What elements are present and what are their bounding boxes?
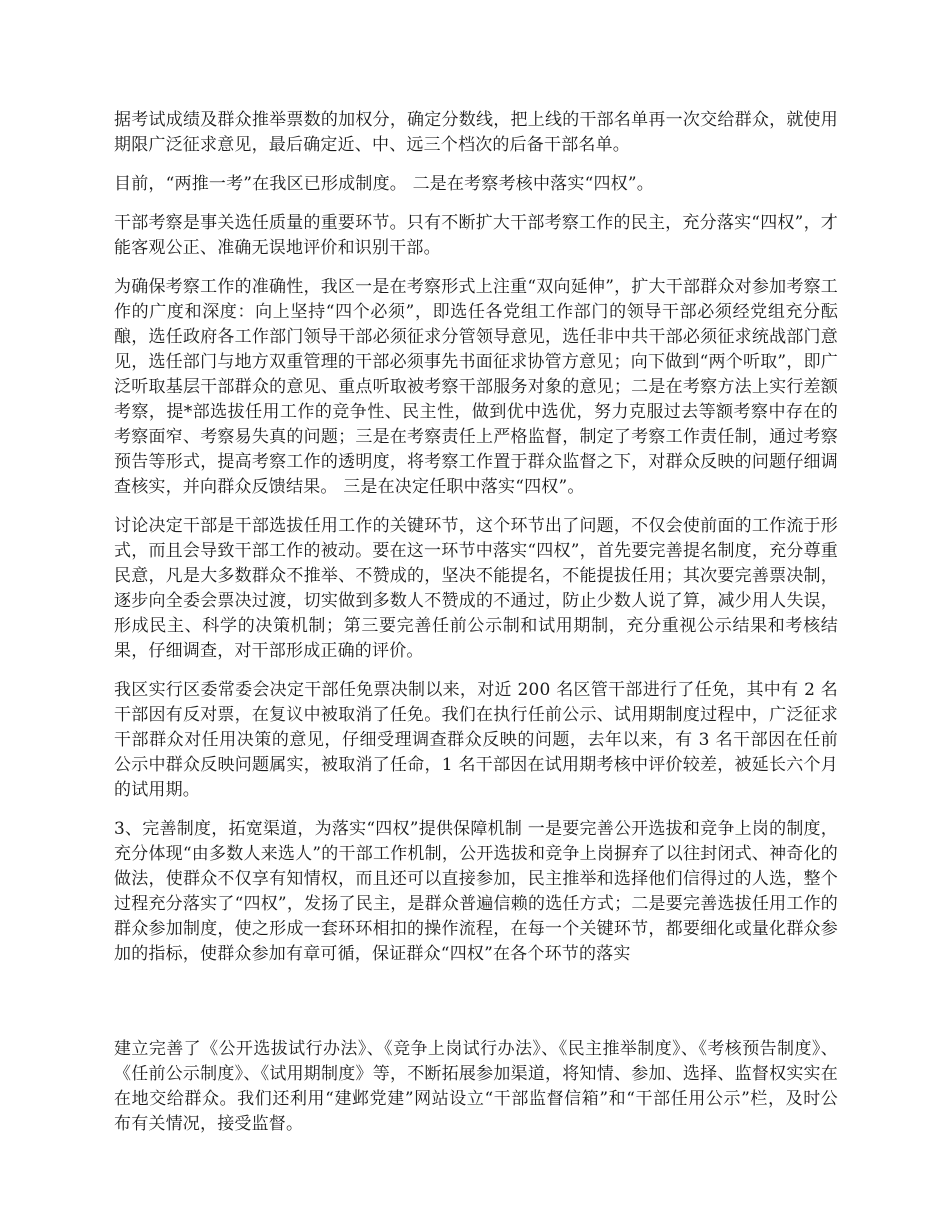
paragraph-7: 3、完善制度，拓宽渠道，为落实“四权”提供保障机制 一是要完善公开选拔和竞争上岗的制度，充分体现“由多数人来选人”的干部工作机制，公开选拔和竞争上岗摒弃了以往封闭式、神奇化的做法，使群众不仅享有知情权，而且还可以直接参加，民主推举和选择他们信得过的人选，整个过程充分落实了“四权”，发扬了民主，是群众普遍信赖的选任方式；二是要完善选拔任用工作的群众参加制度，使之形成一套环环相扣的操作流程，在每一个关键环节，都要细化或量化群众参加的指标，使群众参加有章可循，保证群众“四权”在各个环节的落实	[114, 819, 838, 964]
paragraph-1: 据考试成绩及群众推举票数的加权分，确定分数线，把上线的干部名单再一次交给群众，就使用期限广泛征求意见，最后确定近、中、远三个档次的后备干部名单。	[114, 110, 838, 155]
paragraph-6: 我区实行区委常委会决定干部任免票决制以来，对近 200 名区管干部进行了任免，其中有 2 名干部因有反对票，在复议中被取消了任免。我们在执行任前公示、试用期制度过程中，广泛征求干部群众对任用决策的意见，仔细受理调查群众反映的问题，去年以来，有 3 名干部因在任前公示中群众反映问题属实，被取消了任命，1 名干部因在试用期考核中评价较差，被延长六个月的试用期。	[114, 680, 838, 800]
paragraph-2: 目前，“两推一考”在我区已形成制度。 二是在考察考核中落实“四权”。	[114, 174, 654, 194]
paragraph-5: 讨论决定干部是干部选拔任用工作的关键环节，这个环节出了问题，不仅会使前面的工作流于形式，而且会导致干部工作的被动。要在这一环节中落实“四权”，首先要完善提名制度，充分尊重民意，凡是大多数群众不推举、不赞成的，坚决不能提名，不能提拔任用；其次要完善票决制，逐步向全委会票决过渡，切实做到多数人不赞成的不通过，防止少数人说了算，减少用人失误，形成民主、科学的决策机制；第三要完善任前公示制和试用期制，充分重视公示结果和考核结果，仔细调查，对干部形成正确的评价。	[114, 516, 838, 661]
paragraph-spacer	[114, 981, 838, 1037]
document-body	[114, 108, 838, 1151]
paragraph-4: 为确保考察工作的准确性，我区一是在考察形式上注重“双向延伸”，扩大干部群众对参加考察工作的广度和深度：向上坚持“四个必须”，即选任各党组工作部门的领导干部必须经党组充分酝酿，选任政府各工作部门领导干部必须征求分管领导意见，选任非中共干部必须征求统战部门意见，选任部门与地方双重管理的干部必须事先书面征求协管方意见；向下做到“两个听取”，即广泛听取基层干部群众的意见、重点听取被考察干部服务对象的意见；二是在考察方法上实行差额考察，提*部选拔任用工作的竞争性、民主性，做到优中选优，努力克服过去等额考察中存在的考察面窄、考察易失真的问题；三是在考察责任上严格监督，制定了考察工作责任制，通过考察预告等形式，提高考察工作的透明度，将考察工作置于群众监督之下，对群众反映的问题仔细调查核实，并向群众反馈结果。 三是在决定任职中落实“四权”。	[114, 277, 838, 497]
paragraph-3: 干部考察是事关选任质量的重要环节。只有不断扩大干部考察工作的民主，充分落实“四权”，才能客观公正、准确无误地评价和识别干部。	[114, 213, 838, 258]
paragraph-8: 建立完善了《公开选拔试行办法》、《竞争上岗试行办法》、《民主推举制度》、《考核预告制度》、《任前公示制度》、《试用期制度》等，不断拓展参加渠道，将知情、参加、选择、监督权实实在在地交给群众。我们还利用“建邺党建”网站设立“干部监督信箱”和“干部任用公示”栏，及时公布有关情况，接受监督。	[114, 1039, 838, 1134]
